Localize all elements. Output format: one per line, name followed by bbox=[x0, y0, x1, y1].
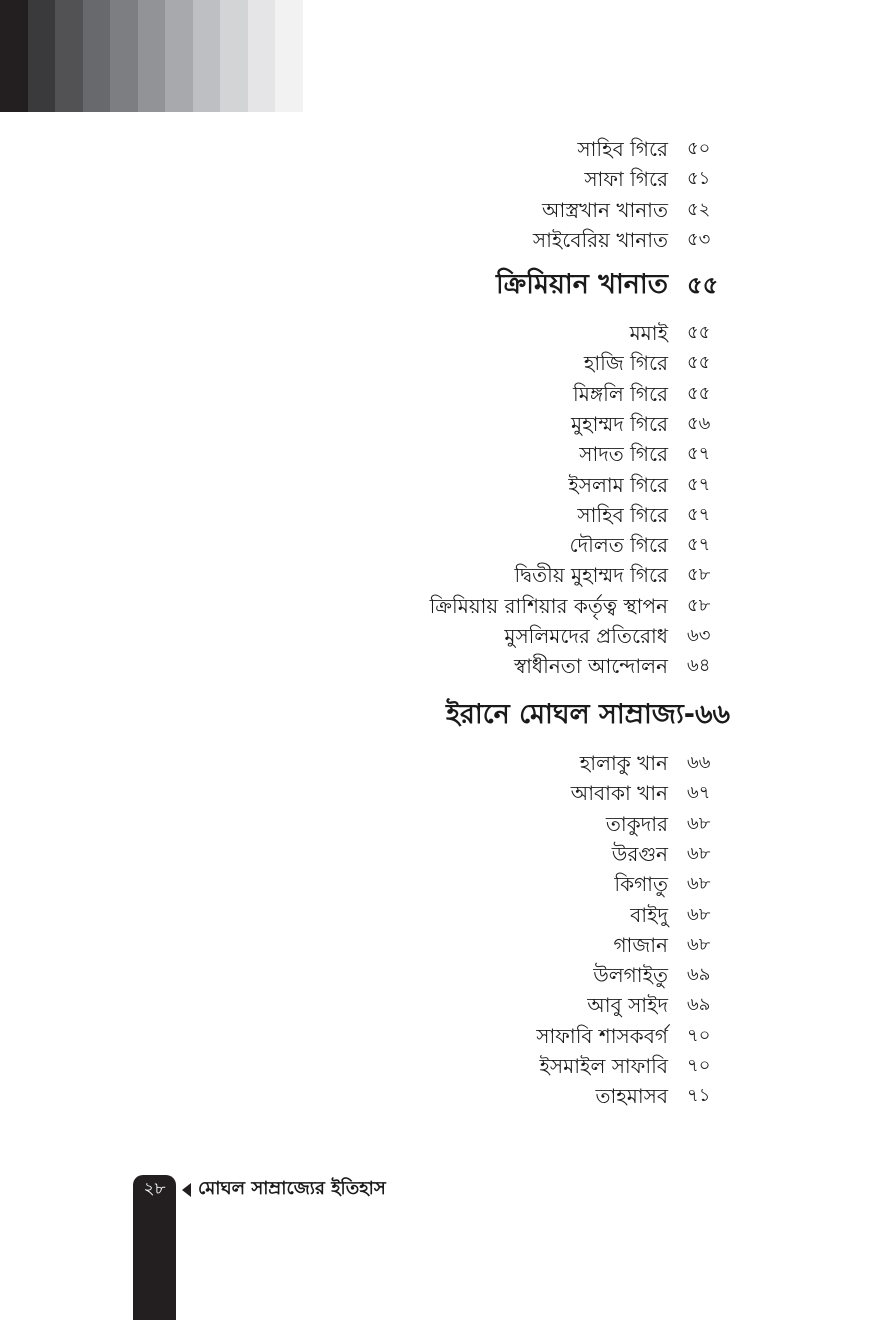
toc-entry-title: সাহিব গিরে bbox=[577, 137, 668, 161]
toc-entry-title: স্বাধীনতা আন্দোলন bbox=[513, 654, 668, 679]
page-number: ২৮ bbox=[143, 1179, 166, 1199]
swatch-2 bbox=[28, 0, 56, 112]
toc-entry-page: ৭১ bbox=[687, 1085, 711, 1107]
toc-entry-title: সাফা গিরে bbox=[584, 167, 668, 192]
swatch-7 bbox=[165, 0, 193, 112]
toc-entry-page: ৫২ bbox=[687, 198, 711, 220]
toc-entry-page: ৫৭ bbox=[687, 534, 711, 556]
toc-entry-page: ৬৪ bbox=[687, 655, 711, 677]
running-book-title: মোঘল সাম্রাজ্যের ইতিহাস bbox=[198, 1178, 386, 1199]
toc-entry-page: ৬৮ bbox=[687, 933, 711, 955]
toc-entry-title: সাদত গিরে bbox=[579, 442, 668, 467]
toc-entry-page: ৫৮ bbox=[687, 594, 711, 616]
toc-entry-title: বাইদু bbox=[630, 902, 668, 927]
swatch-1 bbox=[0, 0, 28, 112]
toc-entry-title: উলগাইতু bbox=[593, 963, 668, 988]
toc-entry-title: গাজান bbox=[613, 932, 668, 957]
toc-entry-page: ৫৮ bbox=[687, 564, 711, 586]
toc-entry-page: ৬৮ bbox=[687, 812, 711, 834]
swatch-8 bbox=[193, 0, 221, 112]
toc-entry-page: ৬৩ bbox=[687, 625, 711, 646]
toc-entry-title: তাকুদার bbox=[605, 811, 668, 836]
toc-entry-page: ৫৬ bbox=[687, 412, 711, 434]
section-heading-title: ইরানে মোঘল সাম্রাজ্য-৬৬ bbox=[446, 699, 731, 730]
toc-entry-title: মুসলিমদের প্রতিরোধ bbox=[504, 624, 668, 648]
toc-entry-title: ইসমাইল সাফাবি bbox=[539, 1054, 668, 1078]
toc-entry-title: ইসলাম গিরে bbox=[568, 472, 668, 497]
toc-entry-title: আবু সাইদ bbox=[587, 993, 668, 1018]
toc-entry-page: ৭০ bbox=[687, 1055, 711, 1076]
toc-entry-page: ৬৮ bbox=[687, 873, 711, 895]
toc-entry-title: তাহমাসব bbox=[595, 1084, 668, 1109]
swatch-4 bbox=[83, 0, 111, 112]
toc-entry-page: ৫৭ bbox=[687, 503, 711, 525]
swatch-3 bbox=[55, 0, 83, 112]
toc-entry-title: ক্রিমিয়ায় রাশিয়ার কর্তৃত্ব স্থাপন bbox=[429, 593, 668, 618]
toc-entry-page: ৬৮ bbox=[687, 842, 711, 864]
toc-entry-title: উরগুন bbox=[611, 841, 668, 866]
toc-entry-title: আস্ত্রখান খানাত bbox=[542, 197, 668, 222]
toc-entry-title: দ্বিতীয় মুহাম্মদ গিরে bbox=[514, 563, 668, 588]
toc-entry-page: ৫৫ bbox=[687, 382, 711, 404]
section-heading-page: ৫৫ bbox=[687, 271, 719, 299]
swatch-6 bbox=[138, 0, 166, 112]
toc-entry-page: ৬৮ bbox=[687, 903, 711, 925]
toc-entry-page: ৬৬ bbox=[687, 752, 711, 773]
triangle-left-icon bbox=[182, 1183, 191, 1197]
toc-entry-page: ৫১ bbox=[687, 168, 711, 190]
toc-entry-title: হাজি গিরে bbox=[583, 351, 668, 376]
swatch-9 bbox=[220, 0, 248, 112]
color-calibration-bar bbox=[0, 0, 303, 112]
toc-entry-title: দৌলত গিরে bbox=[569, 533, 668, 558]
toc-entry-page: ৬৭ bbox=[687, 782, 711, 804]
toc-entry-title: হালাকু খান bbox=[579, 751, 668, 775]
toc-entry-title: মিঙ্গলি গিরে bbox=[573, 381, 668, 406]
toc-entry-page: ৬৯ bbox=[687, 994, 711, 1016]
swatch-5 bbox=[110, 0, 138, 112]
toc-entry-page: ৬৯ bbox=[687, 964, 711, 986]
section-heading-title: ক্রিমিয়ান খানাত bbox=[495, 269, 668, 300]
toc-entry-page: ৫৭ bbox=[687, 443, 711, 465]
toc-entry-page: ৫৫ bbox=[687, 322, 711, 343]
toc-entry-title: কিগাতু bbox=[614, 872, 668, 897]
toc-entry-page: ৫৫ bbox=[687, 352, 711, 374]
toc-entry-page: ৫৭ bbox=[687, 473, 711, 495]
toc-entry-title: আবাকা খান bbox=[570, 781, 668, 806]
swatch-10 bbox=[248, 0, 276, 112]
toc-entry-page: ৫০ bbox=[687, 138, 711, 159]
swatch-11 bbox=[275, 0, 303, 112]
toc-entry-title: সাহিব গিরে bbox=[577, 502, 668, 527]
toc-entry-title: মমাই bbox=[629, 321, 668, 345]
toc-entry-title: সাইবেরিয় খানাত bbox=[532, 228, 668, 253]
toc-entry-page: ৫৩ bbox=[687, 229, 711, 251]
toc-entry-title: মুহাম্মদ গিরে bbox=[571, 411, 668, 436]
toc-entry-page: ৭০ bbox=[687, 1024, 711, 1046]
toc-entry-title: সাফাবি শাসকবর্গ bbox=[536, 1023, 668, 1048]
